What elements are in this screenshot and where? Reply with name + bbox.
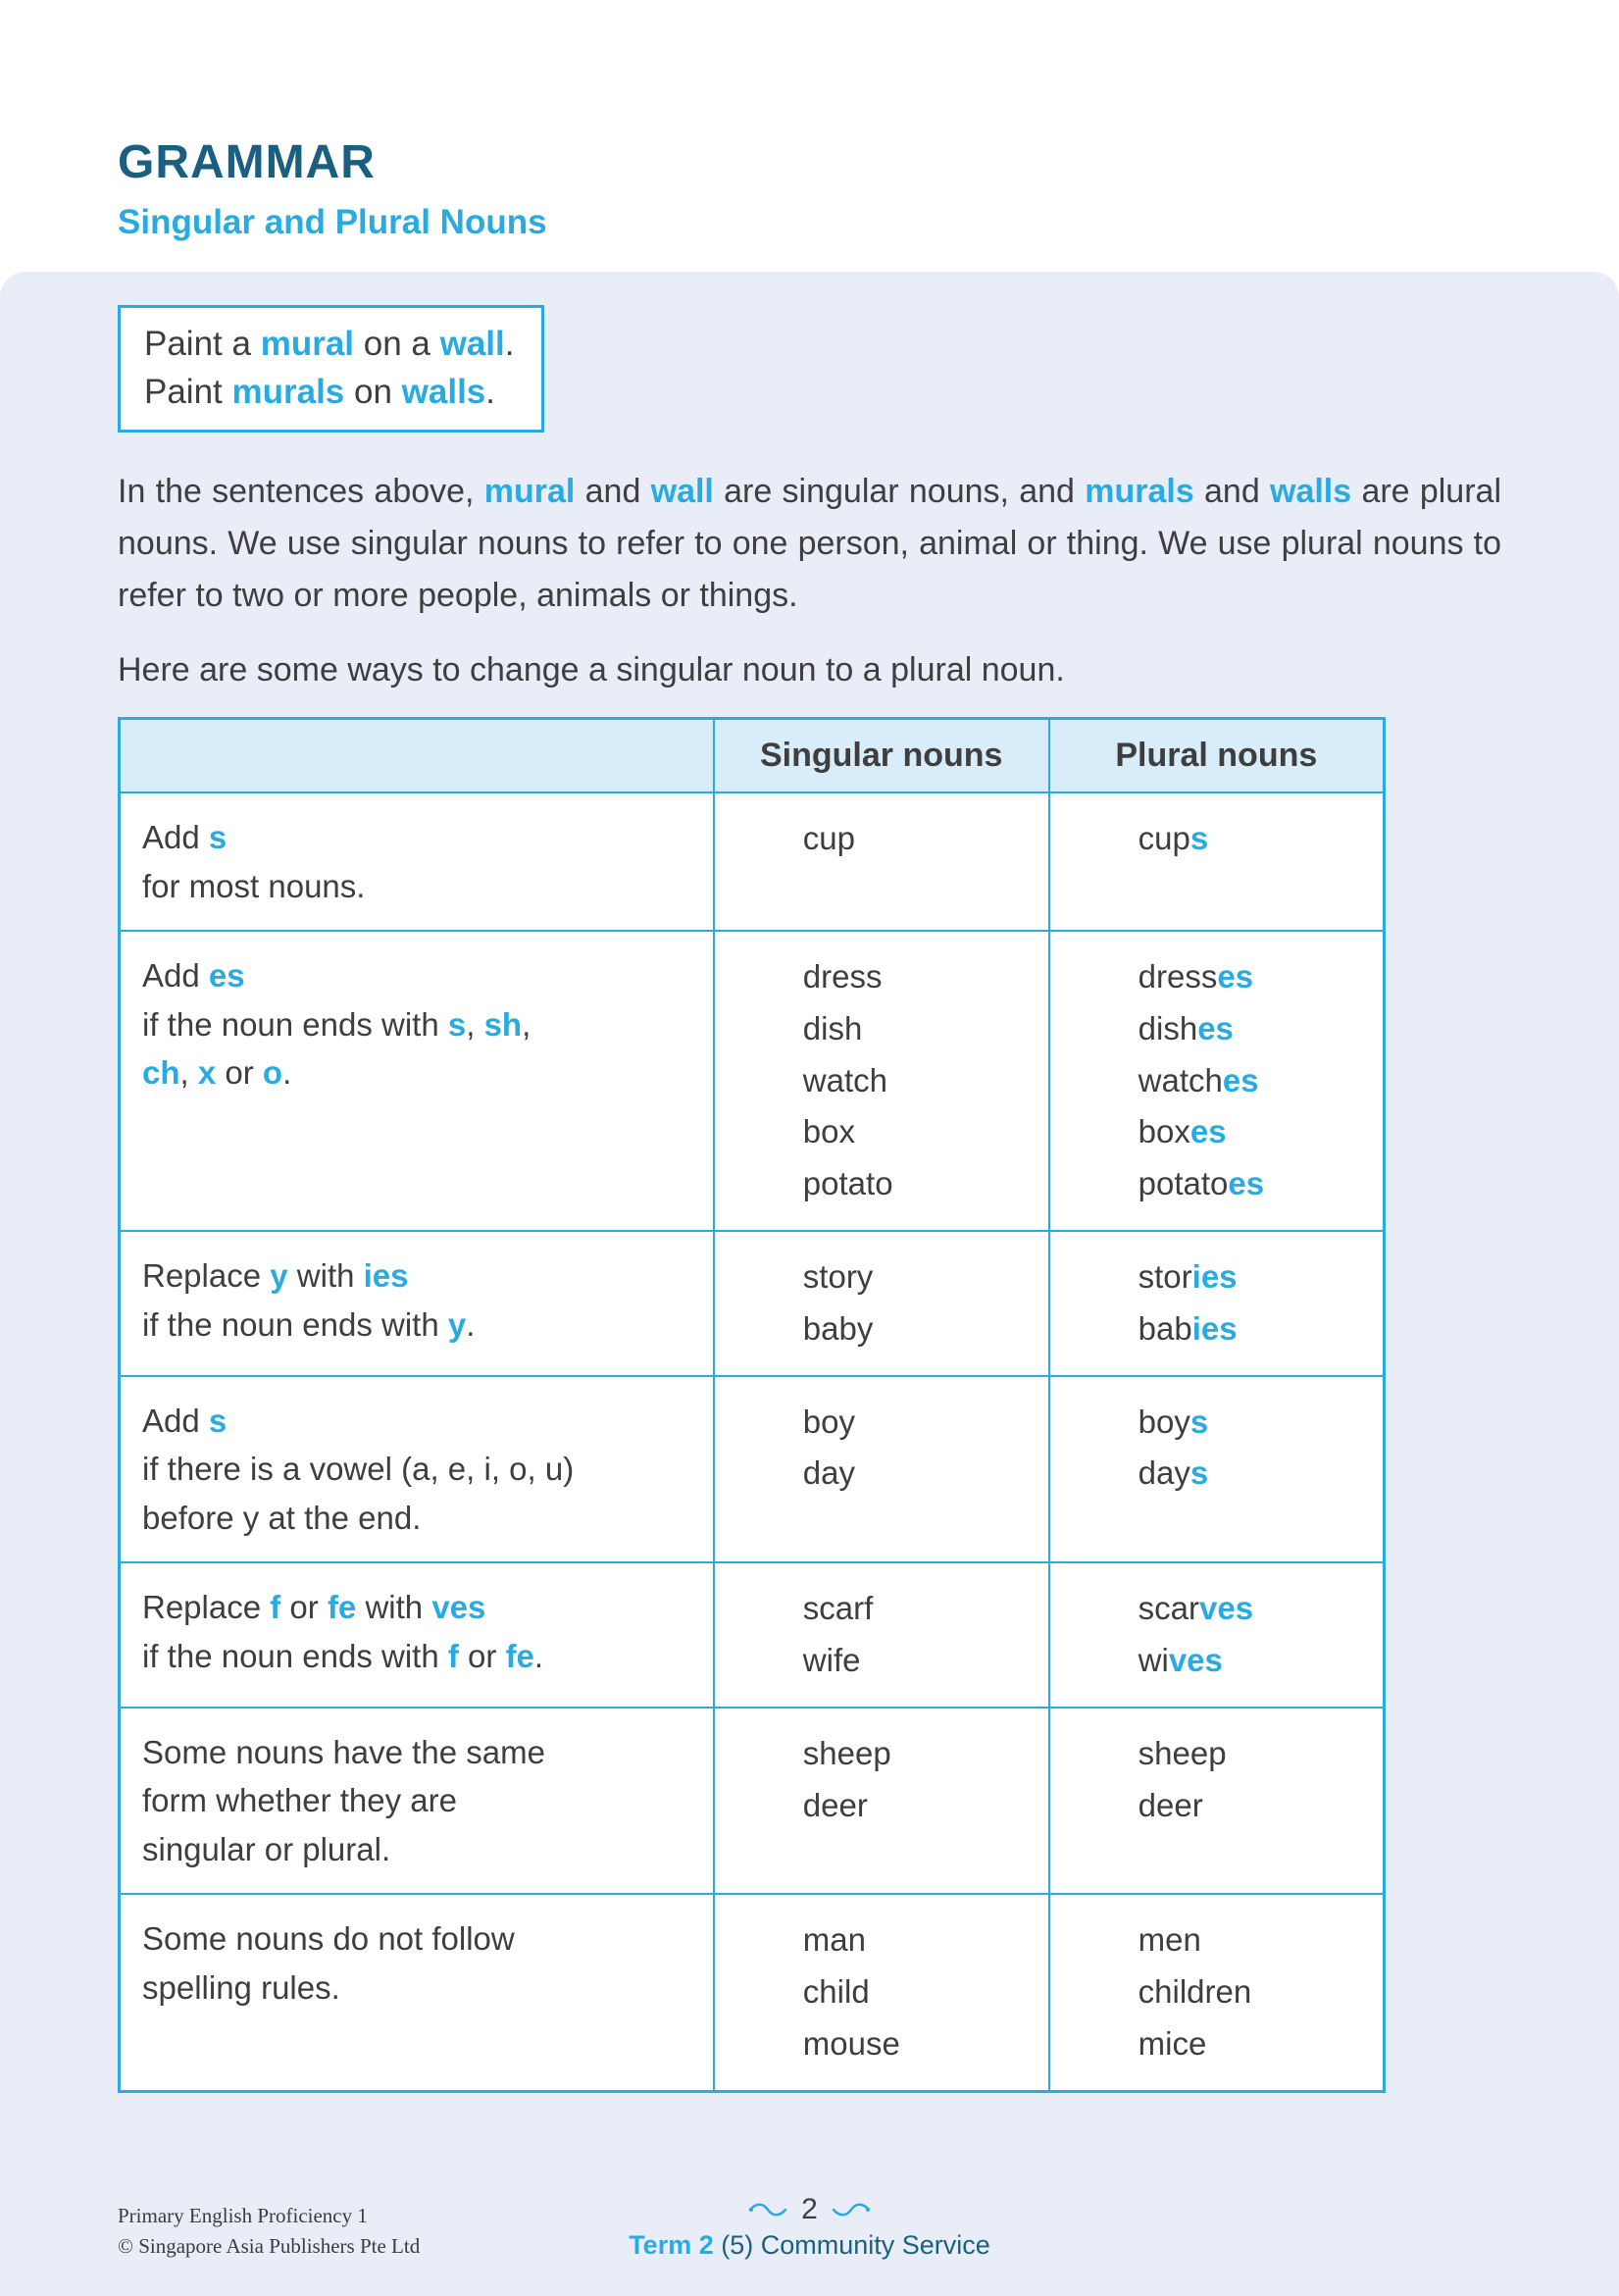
- rule-line: Some nouns do not follow: [142, 1920, 515, 1958]
- imprint-series: Primary English Proficiency 1: [118, 2204, 368, 2228]
- highlighted-text: y: [447, 1305, 467, 1343]
- table-header-row: [120, 719, 1385, 793]
- rule-line: singular or plural.: [142, 1830, 391, 1867]
- rules-table-body: [120, 792, 1385, 2091]
- highlighted-text: mural: [483, 473, 576, 510]
- highlighted-text: sh: [483, 1005, 523, 1043]
- plural-word: babies: [1138, 1309, 1238, 1347]
- flourish-left-icon: [748, 2202, 787, 2218]
- rule-line: if the noun ends with s, sh,: [142, 1005, 531, 1043]
- highlighted-text: es: [1228, 1165, 1265, 1202]
- header-cell-rule: [120, 719, 714, 793]
- header-cell-plural: Plural nouns: [1049, 719, 1385, 793]
- singular-word: mouse: [802, 2024, 900, 2062]
- example-line: Paint a mural on a wall.: [144, 325, 515, 363]
- plural-word: children: [1138, 1973, 1252, 2011]
- lead-in-sentence: Here are some ways to change a singular noun to a plural noun.: [118, 651, 1065, 689]
- plural-word: watches: [1138, 1061, 1259, 1098]
- highlighted-text: fe: [327, 1589, 357, 1626]
- rule-cell: [120, 1708, 714, 1895]
- singular-cell: [714, 1894, 1049, 2091]
- highlighted-text: f: [270, 1589, 281, 1626]
- page-number: 2: [801, 2193, 818, 2225]
- singular-word: boy: [802, 1403, 856, 1440]
- singular-cell: [714, 1376, 1049, 1563]
- table-row: [120, 1562, 1385, 1708]
- rule-cell: [120, 1562, 714, 1708]
- plural-word: days: [1138, 1454, 1209, 1492]
- page-header: [0, 0, 1619, 272]
- highlighted-text: ies: [363, 1257, 409, 1295]
- plural-word: dishes: [1138, 1009, 1234, 1046]
- table-row: [120, 792, 1385, 931]
- highlighted-text: es: [1197, 1009, 1234, 1046]
- singular-cell: [714, 792, 1049, 931]
- highlighted-text: mural: [260, 325, 355, 363]
- singular-cell: [714, 931, 1049, 1231]
- rule-line: if the noun ends with y.: [142, 1305, 476, 1343]
- singular-cell: [714, 1562, 1049, 1708]
- plural-cell: [1049, 1231, 1385, 1376]
- footer-term: Term 2 (5) Community Service: [629, 2230, 990, 2260]
- plural-word: wives: [1138, 1641, 1223, 1678]
- plural-cell: [1049, 931, 1385, 1231]
- singular-word: box: [802, 1113, 856, 1150]
- highlighted-text: walls: [401, 373, 486, 411]
- rule-cell: [120, 1894, 714, 2091]
- table-row: [120, 931, 1385, 1231]
- singular-word: wife: [802, 1641, 861, 1678]
- singular-word: potato: [802, 1165, 893, 1202]
- highlighted-text: o: [262, 1054, 283, 1092]
- highlighted-text: walls: [1270, 473, 1352, 510]
- plural-word: boys: [1138, 1403, 1209, 1440]
- plural-word: men: [1138, 1921, 1201, 1959]
- page-subtitle: Singular and Plural Nouns: [118, 203, 547, 241]
- singular-word: story: [802, 1258, 874, 1296]
- plural-cell: [1049, 1376, 1385, 1563]
- highlighted-text: ies: [1191, 1309, 1238, 1347]
- highlighted-text: ves: [1198, 1590, 1254, 1627]
- rule-line: if the noun ends with f or fe.: [142, 1637, 544, 1674]
- singular-word: baby: [802, 1309, 874, 1347]
- plural-word: potatoes: [1138, 1165, 1265, 1202]
- page-number-row: [629, 2193, 990, 2226]
- example-box: [118, 305, 544, 433]
- highlighted-text: ves: [1168, 1641, 1223, 1678]
- highlighted-text: s: [1189, 1454, 1209, 1492]
- rule-line: Add es: [142, 957, 245, 995]
- header-cell-singular: Singular nouns: [714, 719, 1049, 793]
- table-row: [120, 1894, 1385, 2091]
- singular-word: cup: [802, 820, 856, 857]
- highlighted-text: ves: [431, 1589, 486, 1626]
- plural-word: deer: [1138, 1786, 1203, 1823]
- highlighted-text: x: [197, 1054, 217, 1092]
- highlighted-text: es: [1217, 958, 1254, 995]
- rule-line: Replace y with ies: [142, 1257, 409, 1295]
- highlighted-text: s: [208, 819, 228, 856]
- plural-cell: [1049, 1562, 1385, 1708]
- table-row: [120, 1231, 1385, 1376]
- footer-center: [629, 2193, 990, 2261]
- rule-cell: [120, 1231, 714, 1376]
- highlighted-text: murals: [231, 373, 345, 411]
- highlighted-text: es: [208, 957, 245, 995]
- singular-cell: [714, 1708, 1049, 1895]
- singular-word: deer: [802, 1786, 868, 1823]
- imprint: [118, 2201, 629, 2261]
- plural-word: mice: [1138, 2024, 1207, 2062]
- highlighted-text: s: [1189, 820, 1209, 857]
- page-footer: [118, 2177, 1501, 2261]
- highlighted-text: murals: [1085, 473, 1194, 510]
- highlighted-text: fe: [505, 1637, 534, 1674]
- rule-line: for most nouns.: [142, 867, 366, 904]
- example-line: Paint murals on walls.: [144, 373, 496, 411]
- rule-line: Some nouns have the same: [142, 1733, 545, 1770]
- highlighted-text: wall: [650, 473, 714, 510]
- rule-cell: [120, 792, 714, 931]
- plural-cell: [1049, 1894, 1385, 2091]
- intro-paragraph: In the sentences above, mural and wall are singular nouns, and murals and walls are plural nouns. We use singular nouns to refer to one person, animal or thing. We use plural nouns to refer to two or more people, animals or things.: [118, 473, 1502, 615]
- rule-line: if there is a vowel (a, e, i, o, u): [142, 1451, 575, 1488]
- highlighted-text: s: [447, 1005, 467, 1043]
- highlighted-text: f: [447, 1637, 459, 1674]
- singular-word: man: [802, 1921, 866, 1959]
- plural-word: boxes: [1138, 1113, 1227, 1150]
- table-row: [120, 1376, 1385, 1563]
- highlighted-text: ch: [142, 1054, 180, 1092]
- highlighted-text: y: [270, 1257, 288, 1295]
- rule-cell: [120, 1376, 714, 1563]
- plural-cell: [1049, 1708, 1385, 1895]
- rule-line: spelling rules.: [142, 1968, 340, 2006]
- flourish-right-icon: [832, 2202, 871, 2218]
- plural-cell: [1049, 792, 1385, 931]
- singular-word: dress: [802, 958, 883, 995]
- plural-word: scarves: [1138, 1590, 1254, 1627]
- rule-line: Add s: [142, 1402, 228, 1439]
- highlighted-text: wall: [439, 325, 505, 363]
- rule-cell: [120, 931, 714, 1231]
- page-title: GRAMMAR: [118, 136, 376, 188]
- highlighted-text: es: [1222, 1061, 1259, 1098]
- highlighted-text: s: [208, 1402, 228, 1439]
- highlighted-text: Term 2: [629, 2230, 714, 2260]
- plural-word: stories: [1138, 1258, 1238, 1296]
- imprint-publisher: © Singapore Asia Publishers Pte Ltd: [118, 2233, 421, 2258]
- highlighted-text: s: [1189, 1403, 1209, 1440]
- singular-word: sheep: [802, 1734, 891, 1771]
- rule-line: form whether they are: [142, 1782, 457, 1819]
- rule-line: Add s: [142, 819, 228, 856]
- singular-word: watch: [802, 1061, 888, 1098]
- plural-word: sheep: [1138, 1734, 1227, 1771]
- highlighted-text: es: [1189, 1113, 1227, 1150]
- singular-word: day: [802, 1454, 856, 1492]
- singular-word: dish: [802, 1009, 863, 1046]
- rule-line: before y at the end.: [142, 1499, 422, 1536]
- plural-word: cups: [1138, 820, 1209, 857]
- rule-line: ch, x or o.: [142, 1054, 292, 1092]
- singular-word: scarf: [802, 1590, 874, 1627]
- rules-table: [118, 717, 1386, 2093]
- content-panel: [0, 272, 1619, 2296]
- highlighted-text: ies: [1191, 1258, 1238, 1296]
- singular-word: child: [802, 1973, 870, 2011]
- table-row: [120, 1708, 1385, 1895]
- rule-line: Replace f or fe with ves: [142, 1589, 486, 1626]
- plural-word: dresses: [1138, 958, 1254, 995]
- singular-cell: [714, 1231, 1049, 1376]
